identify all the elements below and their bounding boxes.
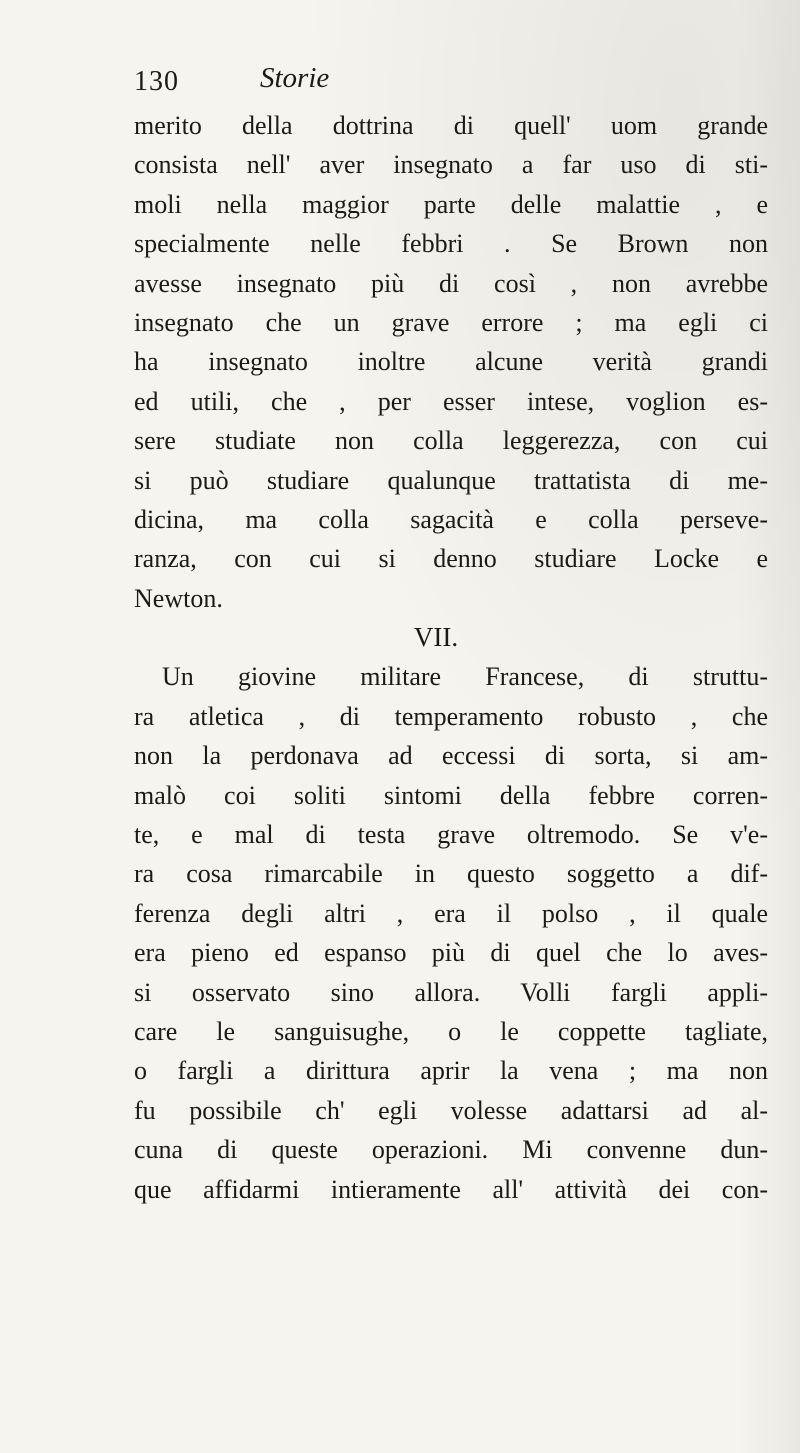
- body-text: [134, 106, 768, 1209]
- text-line: malò coi soliti sintomi della febbre corren-: [134, 780, 768, 810]
- text-line: insegnato che un grave errore ; ma egli ci: [134, 307, 768, 337]
- text-line: o fargli a dirittura aprir la vena ; ma non: [134, 1056, 768, 1086]
- text-line: te, e mal di testa grave oltremodo. Se v'e-: [134, 820, 768, 850]
- text-line: ed utili, che , per esser intese, voglion es-: [134, 386, 768, 416]
- text-line: Un giovine militare Francese, di struttu-: [162, 662, 768, 692]
- text-line: fu possibile ch' egli volesse adattarsi ad al-: [134, 1095, 768, 1125]
- text-line: moli nella maggior parte delle malattie , e: [134, 189, 768, 219]
- text-line: ha insegnato inoltre alcune verità grandi: [134, 347, 768, 377]
- text-line: ranza, con cui si denno studiare Locke e: [134, 544, 768, 574]
- text-line: ra atletica , di temperamento robusto , che: [134, 701, 768, 731]
- text-line: care le sanguisughe, o le coppette tagliate,: [134, 1016, 768, 1046]
- text-line: cuna di queste operazioni. Mi convenne dun-: [134, 1135, 768, 1165]
- text-line: si osservato sino allora. Volli fargli appli-: [134, 977, 768, 1007]
- text-line: specialmente nelle febbri . Se Brown non: [134, 229, 768, 259]
- text-line: sere studiate non colla leggerezza, con cui: [134, 426, 768, 456]
- page-header: [134, 62, 734, 106]
- text-line: avesse insegnato più di così , non avrebbe: [134, 268, 768, 298]
- text-line: dicina, ma colla sagacità e colla perseve-: [134, 504, 768, 534]
- text-line: ferenza degli altri , era il polso , il quale: [134, 898, 768, 928]
- running-head: Storie: [260, 62, 330, 94]
- text-line: non la perdonava ad eccessi di sorta, si am-: [134, 741, 768, 771]
- page-number: 130: [134, 66, 179, 97]
- text-line: si può studiare qualunque trattatista di me-: [134, 465, 768, 495]
- text-line: ra cosa rimarcabile in questo soggetto a dif-: [134, 859, 768, 889]
- text-line: Newton.: [134, 583, 223, 613]
- text-line: consista nell' aver insegnato a far uso di sti-: [134, 150, 768, 180]
- text-line: era pieno ed espanso più di quel che lo aves-: [134, 938, 768, 968]
- text-line: que affidarmi intieramente all' attività dei con-: [134, 1174, 768, 1204]
- section-number: VII.: [413, 622, 459, 653]
- text-line: merito della dottrina di quell' uom grande: [134, 111, 768, 140]
